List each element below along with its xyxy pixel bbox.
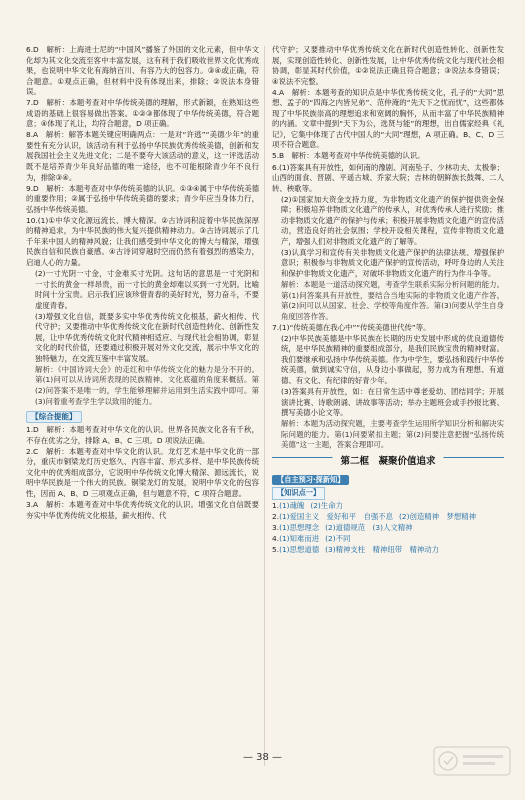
left-column bbox=[26, 45, 259, 522]
column-divider bbox=[264, 46, 265, 766]
answer-row bbox=[272, 501, 504, 512]
fill-answer: (2)道德规范 (3)人文精神 bbox=[325, 522, 413, 532]
answer-paragraph: 代守护；又要推动中华优秀传统文化在新时代创造性转化、创新性发展，实现创造性转化、创新性发展，让中华优秀传统文化与现代社会相协调，彰显其时代价值，①②说法正确且符合题意；③说法本身错误；④说法不完整。 bbox=[272, 45, 504, 86]
answer-paragraph: 1.D 解析：本题考查对中华文化的认识。世界各民族文化各有千秋，不存在优劣之分，排除 A、B、C 三项。D 项说法正确。 bbox=[26, 425, 259, 445]
answer-paragraph: 8.A 解析：解答本题关键应明确两点：一是对“许逃”“美德少年”的重要性有充分认识，该活动有利于弘扬中华民族优秀传统美德，创新和发展我国社会主义先进文化；二是不要夸大该活动的意义，这一评选活动既不是培养青少年良好品德的唯一途径，也不可能根除青少年不良行为，排除③④。 bbox=[26, 130, 259, 182]
fill-answer: (2)不同 bbox=[325, 534, 351, 544]
answer-paragraph: 解析：《中国诗词大会》的走红和中华传统文化的魅力是分不开的。第(1)问可以从诗词所表现的民族精神、文化底蕴的角度来概括。第(2)问答案不是唯一的，学生能够理解并运用到生活实践中即可。第(3)问着重考查学生学以致用的能力。 bbox=[35, 364, 259, 406]
knowledge-point-label: 【知识点一】 bbox=[272, 487, 325, 500]
answer-number: 4. bbox=[272, 534, 280, 544]
fill-answer: (1)知难而进 bbox=[279, 534, 320, 544]
answer-paragraph: (3)答案具有开放性，如：在日常生活中尊老爱幼、团结同学；开展演讲比赛、诗歌朗诵、讲故事等活动；举办主题班会或手抄报比赛、撰写美德小论文等。 bbox=[281, 387, 504, 418]
answer-paragraph: 3.A 解析：本题考查对中华优秀传统文化的认识。增强文化自信既要夯实中华优秀传统文化根基，薪火相传、代 bbox=[26, 499, 259, 520]
answer-list bbox=[272, 501, 504, 556]
answer-number: 1. bbox=[272, 500, 280, 510]
answer-paragraph: (2)中华民族美德是中华民族在长期的历史发展中形成的优良道德传统，是中华民族精神的重要组成部分，是我们民族宝贵的精神财富。我们要继承和弘扬中华传统美德。作为中学生，要弘扬和践行中华传统美德，做到诚实守信，从身边小事做起，努力成为有理想、有道德、有文化、有纪律的好青少年。 bbox=[281, 333, 504, 385]
page-number: — 38 — bbox=[242, 752, 283, 763]
lesson-header bbox=[272, 457, 504, 472]
fill-answer: (2)创造精神 梦想精神 bbox=[399, 511, 477, 521]
answer-number: 5. bbox=[272, 545, 280, 555]
answer-paragraph: 6.D 解析：上海进士尼的“中国风”播鉴了外国的文化元素，但中华文化却为其文化交流至客中丰富发展，这有利于我们吸收世界文化优秀成果，也说明中华文化有海纳百川、有容乃大的包容力。③④或正确，符合题意。①观点正确，但材料中没有体现出来，排除；②说法本身错误。 bbox=[26, 45, 259, 97]
answer-paragraph: 解析：本题是一道活动探究题，考查学生联系实际分析问题的能力。第(1)问答案具有开放性，要结合当地实际的非物质文化遗产作答。第(2)问可以从国家、社会、学校等角度作答。第(3)问要从学生自身角度回答作答。 bbox=[281, 280, 504, 321]
answer-paragraph: 解析：本题为活动探究题，主要考查学生运用所学知识分析和解决实际问题的能力。第(1)问要紧扣主题；第(2)问要注意把握“弘扬传统美德”这一主题，答案合理即可。 bbox=[281, 419, 504, 450]
answer-paragraph: (2)一寸光阴一寸金，寸金难买寸光阴。这句话的意思是一寸光阴和一寸长的黄金一样昂贵，而一寸长的黄金却难以买到一寸光阴。比喻时间十分宝贵。启示我们应该珍惜青春的美好时光，努力奋斗，不要虚度青春。 bbox=[35, 268, 259, 310]
right-paragraphs bbox=[272, 45, 504, 451]
answer-paragraph: 5.B 解析：本题考查对中华传统美德的认识。 bbox=[272, 151, 425, 161]
answer-row bbox=[272, 523, 504, 534]
fill-answer: (2)生命力 bbox=[310, 500, 343, 510]
fill-answer: (1)爱国主义 爱好和平 自强不息 bbox=[279, 511, 394, 521]
fill-answer: (1)思想理念 bbox=[279, 522, 320, 532]
answer-number: 2. bbox=[272, 511, 280, 521]
answer-paragraph: 7.D 解析：本题考查对中华传统美德的理解，形式新颖，在熟知这些成语的基础上很容易做出答案。①②③都体现了中华传统美德，符合题意；④体现了礼让，均符合题意，D 项正确。 bbox=[26, 98, 259, 129]
fill-answer: (1)魂魄 bbox=[279, 500, 305, 510]
answer-row bbox=[272, 534, 504, 545]
answer-row bbox=[272, 545, 504, 556]
answer-paragraph: 6.(1)答案具有开放性，如何南的豫剧、河南坠子、少林功夫、太极拳；山西的面食、晋剧、平遥古城、乔家大院；吉林的朝鲜族长鼓舞、二人转、秧歌等。 bbox=[272, 162, 504, 193]
answer-paragraph: 2.C 解析：本题考查对中华文化的认识。龙灯艺术是中华文化的一部分，重庆市铜梁龙灯历史悠久、内容丰富、形式多样、是中华民族传统文化中的优秀组成部分，它说明中华传统文化博大精深、源远流长，说明中华民族是一个伟大的民族。铜梁龙灯的发展，说明中华文化的包容性，因而 A、B、D 三项观点正确，但与题意不符，C 项符合题意。 bbox=[26, 446, 259, 498]
answer-paragraph: (3)认真学习和宣传有关非物质文化遗产保护的法律法规、增强保护意识；积极参与非物质文化遗产保护的宣传活动，呼吁身边的人关注和保护非物质文化遗产，对破坏非物质文化遗产的行为作斗争等。 bbox=[281, 247, 504, 278]
answer-paragraph: 10.(1)①中华文化源远流长、博大精深。②古诗词积淀着中华民族深厚的精神追求，为中华民族的伟大复兴提供精神动力。③古诗词展示了几千年来中国人的精神风貌；让我们感受到中华文化的博大与精深，增强民族自信和民族自豪感。④古诗词穿越时空而仍然有着强烈的感染力，启迪人心的力量。 bbox=[26, 215, 259, 267]
section-heading: 【综合提能】 bbox=[26, 411, 82, 424]
watermark-logo bbox=[433, 746, 511, 776]
lesson-title: 第二框 凝聚价值追求 bbox=[332, 457, 443, 468]
answer-row bbox=[272, 512, 504, 523]
right-column bbox=[272, 45, 504, 556]
answer-paragraph: 4.A 解析：本题考查的知识点是中华优秀传统文化，孔子的“大同”思想、孟子的“四海之内皆兄弟”、范仲淹的“先天下之忧而忧”，这些都体现了中华民族崇高的理想追求和宽阔的胸怀，从而丰富了中华民族精神的内涵。文章中提到“天下为公，选贤与能”的理想，出自儒家经典《礼记》，它集中体现了古代中国人的“大同”理想，A 项正确。B、C、D 三项不符合题意。 bbox=[272, 87, 504, 150]
fill-answer: (1)思想道德 bbox=[279, 545, 320, 555]
preview-banner: 【自主预习·探新知】 bbox=[272, 475, 349, 486]
answer-paragraph: 7.(1)“传统美德在我心中”“传统美德世代传”等。 bbox=[272, 322, 431, 332]
answer-paragraph: (3)增强文化自信，既要多实中华优秀传统文化根基，薪火相传、代代守护；又要推动中华优秀传统文化在新时代创造性转化、创新性发展，让中华优秀传统文化时代精神相适应、与现代社会相协调，彰显文化的时代价值，还要通过积极开展对外文化交流，展示中华文化的独特魅力，在交流互鉴中丰富发展。 bbox=[35, 311, 259, 363]
answer-paragraph: (2)①国家加大资金支持力度，为非物质文化遗产的保护提供资金保障；积极培养非物质文化遗产的传承人，对优秀传承人进行奖励；推动非物质文化遗产的保护与传承；积极开展非物质文化遗产的宣传活动，营造良好的社会氛围；学校开设相关课程，宣传非物质文化遗产，增强人们对非物质文化遗产的了解等。 bbox=[281, 194, 504, 246]
fill-answer: (3)精神支柱 精神纽带 精神动力 bbox=[325, 545, 440, 555]
answer-number: 3. bbox=[272, 522, 280, 532]
answer-paragraph: 9.D 解析：本题考查对中华传统美德的认识。①③④属于中华传统美德的重要作用；②属于弘扬中华传统美德的要求；青少年应当身体力行，弘扬中华传统美德。 bbox=[26, 183, 259, 214]
